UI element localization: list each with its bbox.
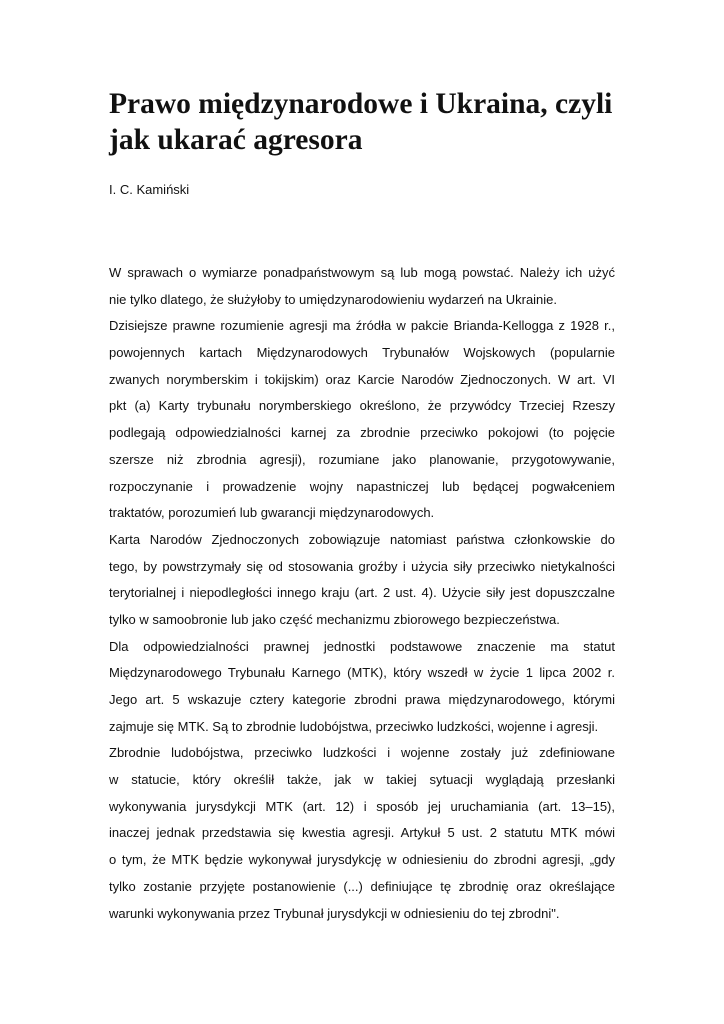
body-line: tylko w samoobronie lub jako część mechanizmu zbiorowego bezpieczeństwa.: [109, 611, 560, 627]
article-title: [109, 86, 629, 158]
body-line: W sprawach o wymiarze ponadpaństwowym są lub mogą powstać. Należy ich użyć: [109, 265, 615, 280]
body-line: o tym, że MTK będzie wykonywał jurysdykcję w odniesieniu do zbrodni agresji, „gdy: [109, 852, 615, 868]
body-line: warunki wykonywania przez Trybunał jurysdykcji w odniesieniu do tej zbrodni".: [109, 905, 560, 921]
body-line: podlegają odpowiedzialności karnej za zbrodnie przeciwko pokojowi (to pojęcie: [109, 425, 615, 441]
body-line: traktatów, porozumień lub gwarancji międzynarodowych.: [109, 505, 435, 521]
body-line: terytorialnej i niepodległości innego kraju (art. 2 ust. 4). Użycie siły jest dopuszczalne: [109, 585, 615, 601]
body-line: nie tylko dlatego, że służyłoby to umiędzynarodowieniu wydarzeń na Ukrainie.: [109, 291, 558, 307]
body-line: powojennych kartach Międzynarodowych Trybunałów Wojskowych (popularnie: [109, 345, 615, 361]
article-body: [109, 260, 615, 927]
body-line: zajmuje się MTK. Są to zbrodnie ludobójstwa, przeciwko ludzkości, wojenne i agresji.: [109, 718, 599, 734]
body-line: Dla odpowiedzialności prawnej jednostki podstawowe znaczenie ma statut: [109, 638, 615, 654]
body-line: rozpoczynanie i prowadzenie wojny napastniczej lub będącej pogwałceniem: [109, 478, 615, 494]
body-line: w statucie, który określił także, jak w takiej sytuacji wyglądają przesłanki: [109, 772, 615, 788]
body-line: Karta Narodów Zjednoczonych zobowiązuje natomiast państwa członkowskie do: [109, 531, 615, 547]
title-line: jak ukarać agresora: [109, 124, 363, 156]
body-line: Zbrodnie ludobójstwa, przeciwko ludzkości i wojenne zostały już zdefiniowane: [109, 745, 615, 761]
body-line: zwanych norymberskim i tokijskim) oraz Karcie Narodów Zjednoczonych. W art. VI: [109, 371, 615, 387]
body-line: Jego art. 5 wskazuje cztery kategorie zbrodni prawa międzynarodowego, którymi: [109, 692, 615, 707]
body-line: Dzisiejsze prawne rozumienie agresji ma źródła w pakcie Brianda-Kellogga z 1928 r.,: [109, 318, 615, 334]
body-line: szersze niż zbrodnia agresji), rozumiane jako planowanie, przygotowywanie,: [109, 451, 615, 467]
body-line: pkt (a) Karty trybunału norymberskiego określono, że przywódcy Trzeciej Rzeszy: [109, 398, 615, 414]
body-line: wykonywania jurysdykcji MTK (art. 12) i sposób jej uruchamiania (art. 13–15),: [109, 798, 615, 814]
title-line: Prawo międzynarodowe i Ukraina, czyli: [109, 88, 613, 120]
body-line: Międzynarodowego Trybunału Karnego (MTK), który wszedł w życie 1 lipca 2002 r.: [109, 665, 615, 681]
author-name: I. C. Kamiński: [109, 182, 190, 197]
body-line: tylko zostanie przyjęte postanowienie (...) definiujące tę zbrodnię oraz określające: [109, 878, 615, 894]
body-line: tego, by powstrzymały się od stosowania groźby i użycia siły przeciwko nietykalności: [109, 558, 615, 574]
body-line: inaczej jednak przedstawia się kwestia agresji. Artykuł 5 ust. 2 statutu MTK mówi: [109, 825, 615, 841]
